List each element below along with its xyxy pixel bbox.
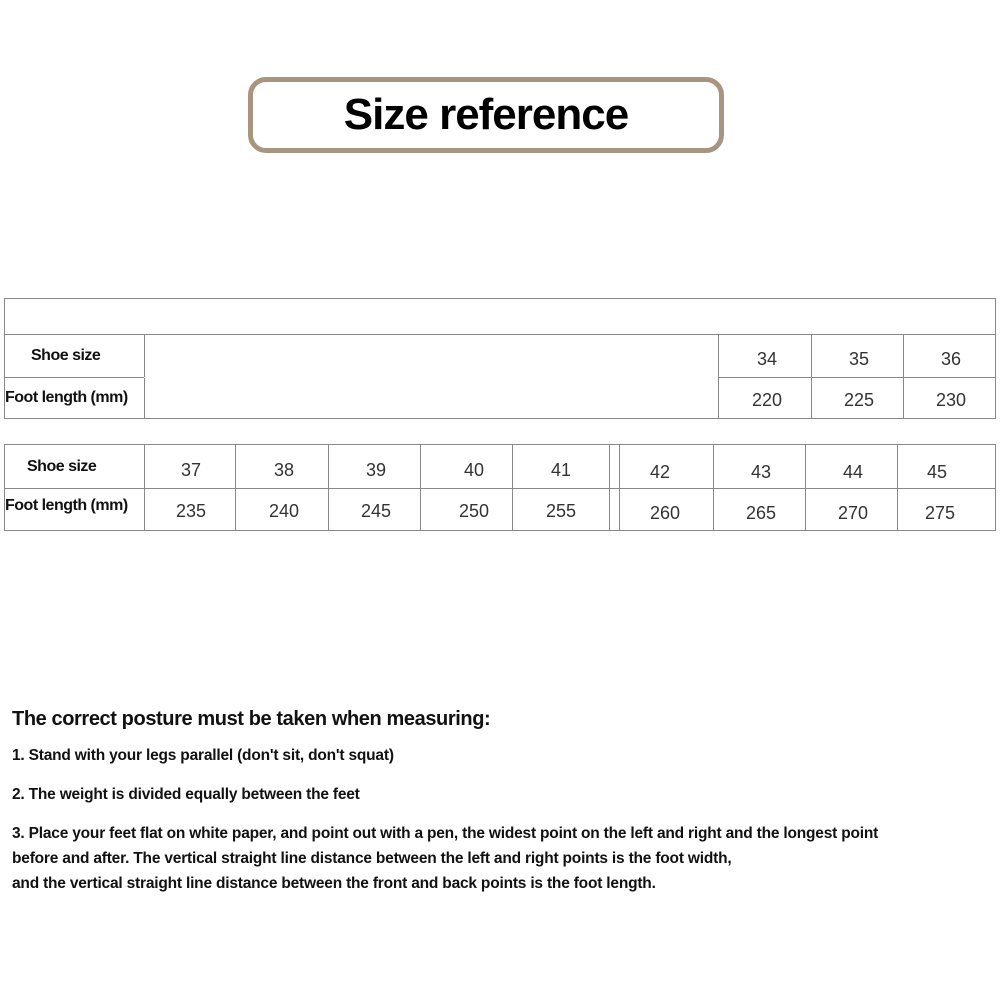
size-cell: 39	[365, 460, 387, 480]
page-title: Size reference	[343, 90, 629, 139]
instruction-step-1: 1. Stand with your legs parallel (don't sit, don't squat)	[12, 747, 394, 764]
size-cell: 43	[750, 462, 772, 482]
table-header-band	[5, 299, 995, 335]
length-cell: 250	[458, 501, 490, 521]
column-divider	[713, 445, 714, 530]
instruction-step-3-line-1: 3. Place your feet flat on white paper, and point out with a pen, the widest point on the left and right and the longest point	[12, 825, 879, 842]
row-label-shoe-size: Shoe size	[31, 347, 101, 364]
size-cell: 40	[463, 460, 485, 480]
length-cell: 230	[935, 390, 967, 410]
length-cell: 240	[268, 501, 300, 521]
measuring-instructions	[12, 708, 992, 896]
size-cell: 44	[842, 462, 864, 482]
length-cell: 260	[649, 503, 681, 523]
length-cell: 245	[360, 501, 392, 521]
size-cell: 37	[180, 460, 202, 480]
length-cell: 275	[924, 503, 956, 523]
instruction-step-3-line-3: and the vertical straight line distance between the front and back points is the foot length.	[12, 875, 656, 892]
column-divider	[609, 445, 610, 530]
size-cell: 34	[756, 349, 778, 369]
size-cell: 36	[940, 349, 962, 369]
row-label-foot-length: Foot length (mm)	[5, 389, 128, 406]
length-cell: 265	[745, 503, 777, 523]
size-cell: 42	[649, 462, 671, 482]
column-divider	[144, 334, 145, 418]
length-cell: 255	[545, 501, 577, 521]
title-banner	[248, 77, 724, 153]
instructions-heading: The correct posture must be taken when measuring:	[12, 708, 491, 730]
size-cell: 45	[926, 462, 948, 482]
size-table-main	[4, 444, 996, 531]
column-divider	[144, 445, 145, 530]
instruction-step-3-line-2: before and after. The vertical straight line distance between the left and right points is the foot width,	[12, 850, 732, 867]
row-label-shoe-size: Shoe size	[27, 458, 97, 475]
row-label-foot-length: Foot length (mm)	[5, 497, 128, 514]
column-divider	[718, 334, 719, 418]
row-divider	[5, 488, 995, 489]
length-cell: 220	[751, 390, 783, 410]
length-cell: 225	[843, 390, 875, 410]
size-cell: 35	[848, 349, 870, 369]
length-cell: 270	[837, 503, 869, 523]
size-cell: 41	[550, 460, 572, 480]
empty-area-mask	[144, 377, 718, 378]
length-cell: 235	[175, 501, 207, 521]
row-divider	[5, 377, 144, 378]
size-cell: 38	[273, 460, 295, 480]
size-table-small	[4, 298, 996, 419]
instruction-step-2: 2. The weight is divided equally between the feet	[12, 786, 360, 803]
